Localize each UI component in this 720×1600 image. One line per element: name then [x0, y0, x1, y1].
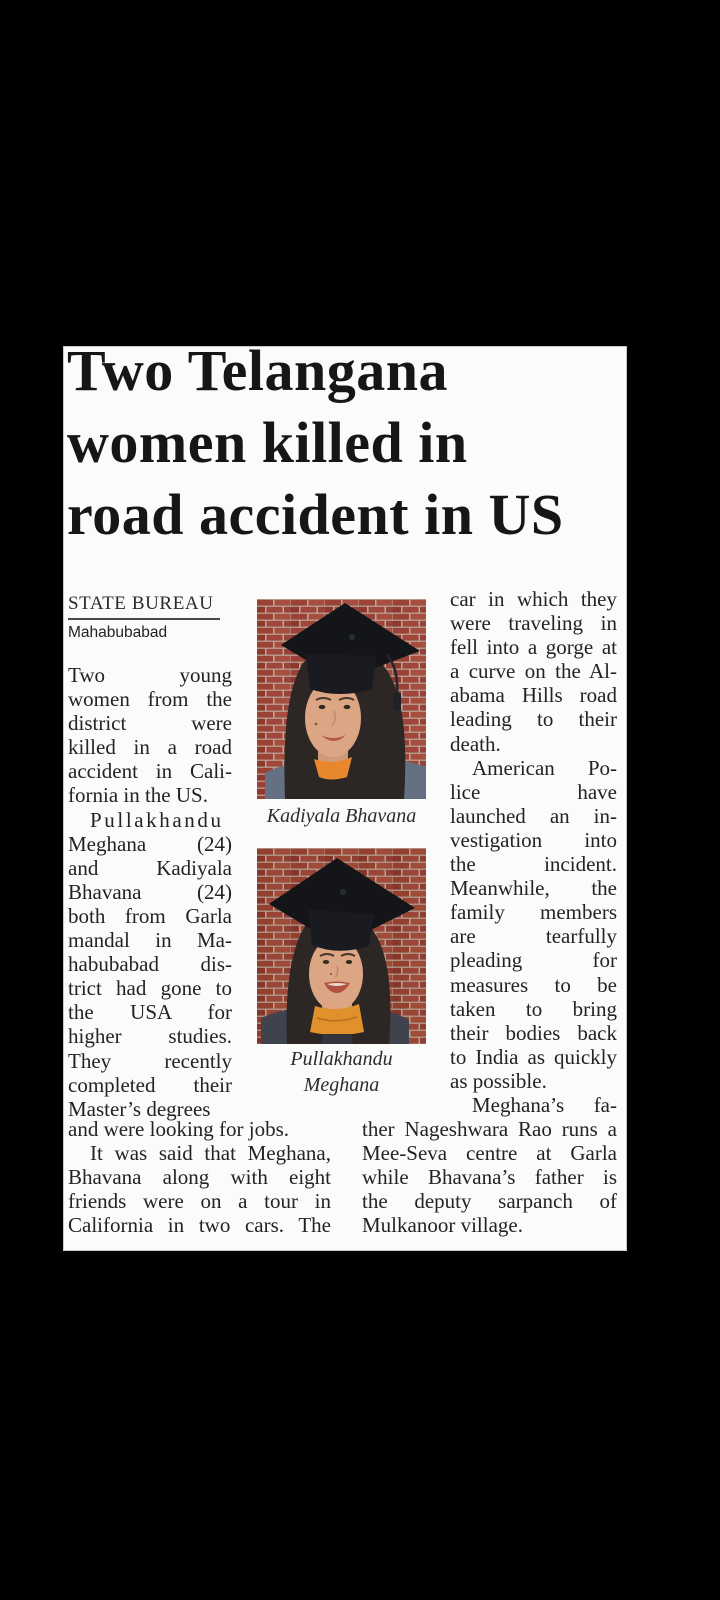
- text-line: leading to their: [450, 707, 617, 732]
- text-line: and Kadiyala: [68, 855, 232, 880]
- text-line: American Po-: [472, 755, 617, 780]
- text-line: were traveling in: [450, 611, 617, 636]
- text-line: the USA for: [68, 1000, 232, 1025]
- text-line: ther Nageshwara Rao runs a: [362, 1117, 617, 1141]
- text-line: They recently: [68, 1048, 232, 1073]
- text-line: Bhavana (24): [68, 879, 232, 904]
- text-line: pleading for: [450, 948, 617, 973]
- text-line: Meanwhile, the: [450, 876, 617, 901]
- text-line: Master’s degrees: [68, 1096, 211, 1121]
- headline: [67, 335, 624, 551]
- column-bottom-left: [68, 1117, 331, 1237]
- text-line: Mee-Seva centre at Garla: [362, 1141, 617, 1166]
- text-line: while Bhavana’s father is: [362, 1165, 617, 1190]
- text-line: to India as quickly: [450, 1044, 617, 1069]
- byline: STATE BUREAU: [68, 593, 220, 620]
- text-line: and were looking for jobs.: [68, 1117, 290, 1141]
- photo-kadiyala-bhavana: [257, 599, 426, 799]
- dateline: Mahabubabad: [68, 624, 168, 641]
- text-line: death.: [450, 731, 501, 756]
- eye-left: [319, 705, 326, 709]
- nose-stud: [330, 973, 332, 975]
- text-line: a curve on the Al-: [450, 659, 617, 684]
- column-right: [450, 587, 617, 1117]
- text-line: vestigation into: [450, 827, 617, 852]
- text-line: friends were on a tour in: [68, 1189, 331, 1214]
- text-line: family members: [450, 900, 617, 925]
- gown-center: [321, 1034, 353, 1044]
- text-line: Two young: [68, 663, 232, 687]
- text-line: both from Garla: [68, 903, 232, 928]
- skullcap: [306, 654, 376, 694]
- text-line: are tearfully: [450, 924, 617, 949]
- text-line: Pullakhandu: [90, 807, 224, 832]
- eye-right: [346, 960, 352, 964]
- text-line: women killed in: [67, 410, 468, 475]
- mortarboard-button: [340, 889, 346, 895]
- mortarboard-button: [349, 634, 355, 640]
- text-line: Meghana’s fa-: [472, 1092, 617, 1117]
- eye-left: [323, 960, 329, 964]
- photo-pullakhandu-meghana: [257, 848, 426, 1044]
- text-line: lice have: [450, 779, 617, 804]
- text-line: measures to be: [450, 972, 617, 997]
- text-line: killed in a road: [68, 735, 232, 760]
- text-line: taken to bring: [450, 996, 617, 1021]
- text-line: the deputy sarpanch of: [362, 1189, 617, 1214]
- text-line: Meghana (24): [68, 831, 232, 856]
- text-line: higher studies.: [68, 1024, 232, 1049]
- text-line: the incident.: [450, 852, 617, 877]
- photo-caption-bhavana: [252, 803, 431, 829]
- text-line: as possible.: [450, 1068, 547, 1093]
- text-line: Mulkanoor village.: [362, 1213, 523, 1238]
- text-line: car in which they: [450, 587, 617, 611]
- text-line: California in two cars. The: [68, 1213, 331, 1238]
- text-line: launched an in-: [450, 803, 617, 828]
- photo-caption-meghana: [252, 1046, 431, 1098]
- text-line: road accident in US: [67, 482, 564, 547]
- skullcap: [308, 910, 374, 951]
- text-line: Meghana: [303, 1074, 380, 1096]
- byline-block: [68, 593, 220, 642]
- tassel: [393, 693, 401, 710]
- text-line: their bodies back: [450, 1020, 617, 1045]
- news-clipping: [64, 338, 626, 1250]
- text-line: district were: [68, 711, 232, 736]
- text-line: completed their: [68, 1072, 232, 1097]
- text-line: mandal in Ma-: [68, 928, 232, 953]
- text-line: Kadiyala Bhavana: [266, 805, 417, 827]
- text-line: women from the: [68, 687, 232, 712]
- text-line: accident in Cali-: [68, 759, 232, 784]
- text-line: Two Telangana: [67, 338, 448, 403]
- text-line: abama Hills road: [450, 683, 617, 708]
- text-line: habubabad dis-: [68, 952, 232, 977]
- column-left: [68, 663, 232, 1121]
- text-line: Pullakhandu: [290, 1048, 393, 1070]
- text-line: Bhavana along with eight: [68, 1165, 331, 1190]
- text-line: trict had gone to: [68, 976, 232, 1001]
- mole: [315, 723, 318, 726]
- eye-right: [344, 705, 351, 709]
- column-bottom-right: [362, 1117, 617, 1237]
- text-line: fell into a gorge at: [450, 635, 617, 660]
- text-line: It was said that Meghana,: [90, 1141, 331, 1166]
- text-line: fornia in the US.: [68, 783, 208, 808]
